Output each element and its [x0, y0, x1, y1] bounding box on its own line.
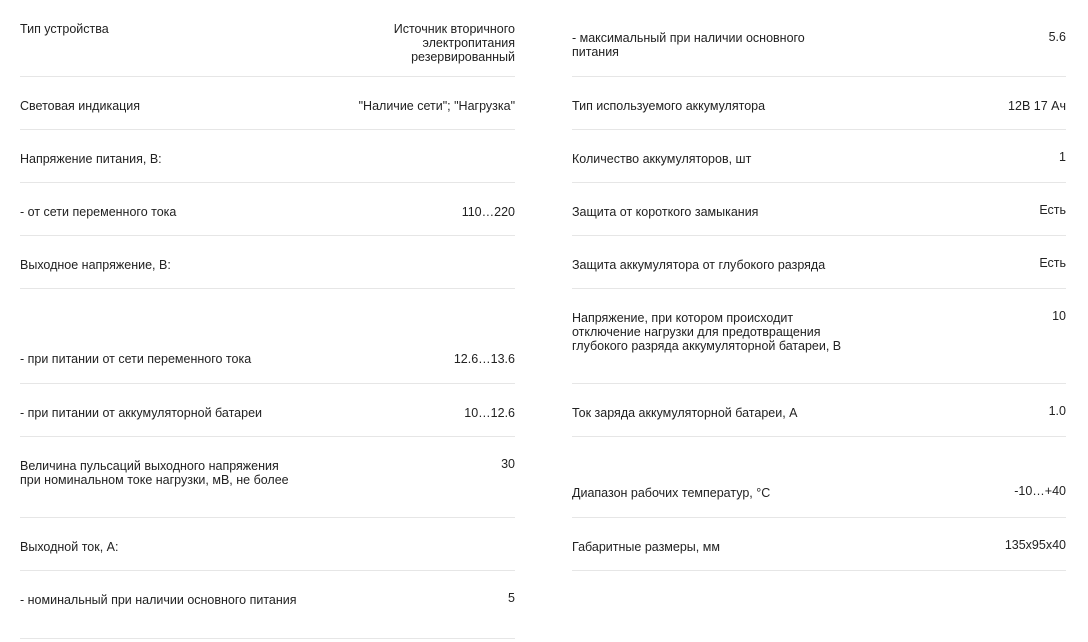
spec-row-ripple — [20, 437, 515, 518]
spec-value: 1 — [1059, 150, 1066, 164]
spec-label: - номинальный при наличии основного питания — [20, 593, 297, 607]
spec-row-max-current — [572, 0, 1066, 77]
spec-label: Величина пульсаций выходного напряжения при номинальном токе нагрузки, мВ, не более — [20, 459, 289, 487]
spec-value: 30 — [501, 457, 515, 471]
spec-row-ac-mains — [20, 183, 515, 236]
spec-row-output-voltage — [20, 236, 515, 289]
spec-value: Есть — [1039, 256, 1066, 270]
spec-value: 5 — [508, 591, 515, 605]
spec-row-light-indication — [20, 77, 515, 130]
spec-label: Диапазон рабочих температур, °С — [572, 486, 771, 500]
spec-value: 10…12.6 — [464, 406, 515, 420]
spec-column-right — [572, 0, 1066, 571]
spec-row-charge-current — [572, 384, 1066, 437]
spec-value: -10…+40 — [1014, 484, 1066, 498]
spec-row-battery-type — [572, 77, 1066, 130]
spec-row-nominal-current — [20, 571, 515, 639]
spec-label: Световая индикация — [20, 99, 141, 113]
spec-label: Выходное напряжение, В: — [20, 258, 171, 272]
spec-value: 5.6 — [1048, 30, 1066, 44]
spec-value: 1.0 — [1048, 404, 1066, 418]
spec-row-supply-voltage — [20, 130, 515, 183]
spec-label: Напряжение, при котором происходит отключение нагрузки для предотвращения глубокого разряда аккумуляторной батареи, В — [572, 311, 842, 353]
spec-label: Защита от короткого замыкания — [572, 205, 759, 219]
spec-row-device-type — [20, 0, 515, 77]
spec-row-output-from-battery — [20, 384, 515, 437]
spec-row-short-circuit — [572, 183, 1066, 236]
spec-label: Тип устройства — [20, 22, 109, 36]
spec-label: - при питании от сети переменного тока — [20, 352, 252, 366]
spec-row-dimensions — [572, 518, 1066, 571]
spec-label: Количество аккумуляторов, шт — [572, 152, 752, 166]
spec-value: Есть — [1039, 203, 1066, 217]
spec-label: Габаритные размеры, мм — [572, 540, 720, 554]
spec-row-deep-discharge — [572, 236, 1066, 289]
spec-label: - максимальный при наличии основного питания — [572, 31, 805, 59]
spec-row-output-current — [20, 518, 515, 571]
spec-value: 12.6…13.6 — [453, 352, 515, 366]
spec-value: 10 — [1052, 309, 1066, 323]
spec-label: Тип используемого аккумулятора — [572, 99, 766, 113]
spec-label: Защита аккумулятора от глубокого разряда — [572, 258, 826, 272]
spec-label: Напряжение питания, В: — [20, 152, 162, 166]
spec-label: Выходной ток, А: — [20, 540, 119, 554]
spec-value: "Наличие сети"; "Нагрузка" — [358, 99, 515, 113]
spec-value: 12В 17 Ач — [1008, 99, 1066, 113]
spec-value: 135x95x40 — [1004, 538, 1066, 552]
spec-row-cutoff-voltage — [572, 289, 1066, 384]
spec-label: - при питании от аккумуляторной батареи — [20, 406, 262, 420]
spec-column-left — [20, 0, 515, 639]
spec-row-temperature — [572, 437, 1066, 518]
spec-label: Ток заряда аккумуляторной батареи, А — [572, 406, 798, 420]
spec-label: - от сети переменного тока — [20, 205, 177, 219]
spec-row-battery-count — [572, 130, 1066, 183]
spec-value: 110…220 — [461, 205, 515, 219]
spec-row-output-from-mains — [20, 289, 515, 384]
spec-value: Источник вторичного электропитания резервированный — [393, 22, 515, 64]
